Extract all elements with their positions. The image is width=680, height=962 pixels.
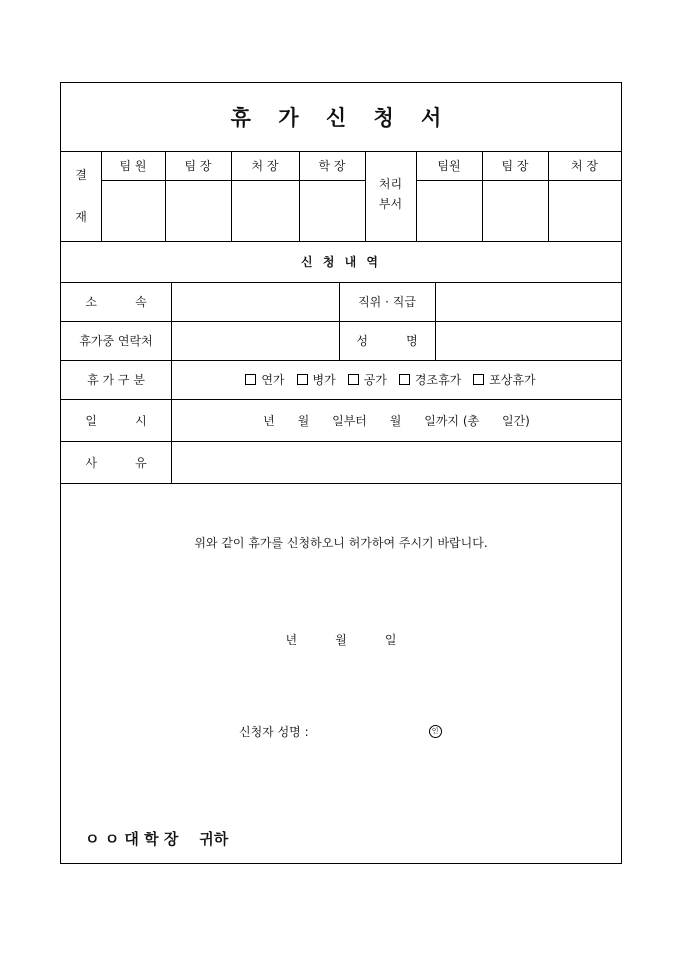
approval-header-dean: 학 장 [318,159,346,173]
contact-label: 휴가중 연락처 [79,334,153,348]
affiliation-label: 소 속 [85,295,147,309]
name-label: 성 명 [356,334,418,348]
checkbox-icon [297,374,308,385]
form-title: 휴 가 신 청 서 [61,83,621,152]
checkbox-icon [348,374,359,385]
date-label: 일 시 [85,413,147,428]
position-field[interactable] [436,282,621,321]
applicant-name-label: 신청자 성명 : [239,724,309,739]
processing-dept-label-1: 처리 [378,176,403,191]
contact-field[interactable] [172,321,339,360]
leave-type-family-event[interactable]: 경조휴가 [399,371,461,388]
approval-label-top: 결 [75,167,87,182]
checkbox-icon [473,374,484,385]
leave-type-official[interactable]: 공가 [348,371,387,388]
approval-header-director: 처 장 [251,159,279,173]
reason-label: 사 유 [85,455,147,470]
section-title: 신 청 내 역 [301,255,381,269]
affiliation-field[interactable] [172,282,339,321]
leave-type-options [172,360,621,399]
leave-application-form [60,82,622,864]
leave-type-sick[interactable]: 병가 [297,371,336,388]
application-date[interactable]: 년 월 일 [285,632,397,647]
approval-header-team-leader: 팀 장 [184,159,212,173]
name-field[interactable] [436,321,621,360]
dept-header-team-leader: 팀 장 [501,159,529,173]
statement-text: 위와 같이 휴가를 신청하오니 허가하여 주시기 바랍니다. [194,535,488,550]
position-label: 직위 · 직급 [358,295,416,309]
processing-dept-label-2: 부서 [378,196,403,211]
approval-header-team-member: 팀 원 [119,159,147,173]
checkbox-icon [399,374,410,385]
leave-type-annual[interactable]: 연가 [245,371,284,388]
seal-icon: 인 [429,725,442,738]
recipient: ㅇ ㅇ 대 학 장 귀하 [85,830,229,848]
checkbox-icon [245,374,256,385]
applicant-signature-line [239,720,539,742]
leave-type-label: 휴 가 구 분 [87,373,145,387]
reason-field[interactable] [172,441,621,483]
date-range-field[interactable]: 년 월 일부터 월 일까지 (총 일간) [263,413,530,428]
dept-header-team-member: 팀원 [437,159,461,173]
approval-label-bottom: 재 [75,209,87,224]
leave-type-reward[interactable]: 포상휴가 [473,371,535,388]
dept-header-director: 처 장 [571,159,598,173]
